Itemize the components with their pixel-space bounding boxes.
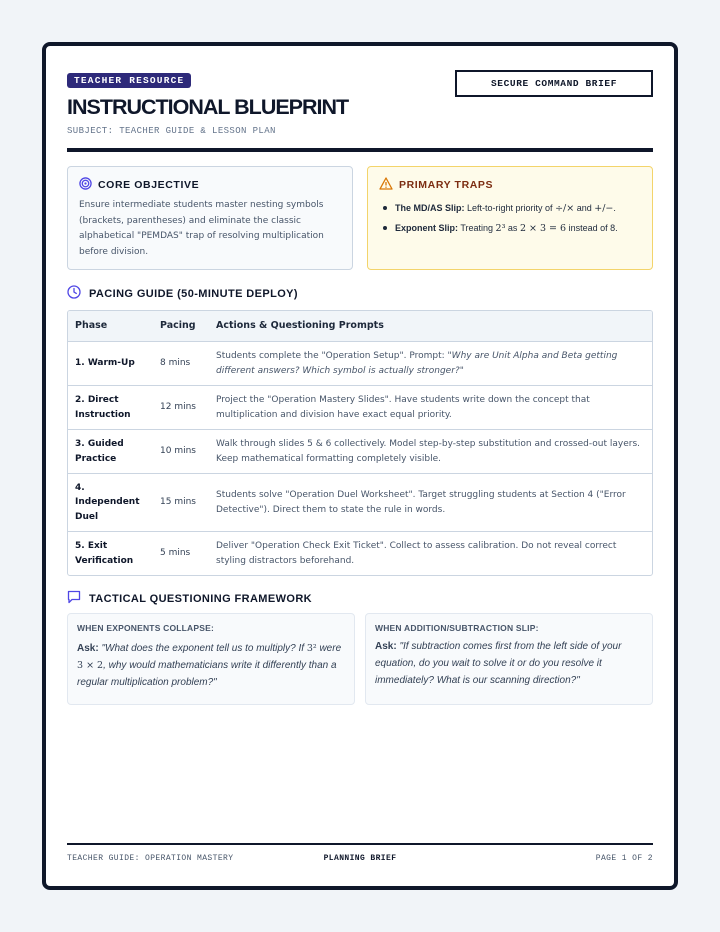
trap-item	[379, 221, 641, 236]
question-part: "What does the exponent tell us to multiply? If	[101, 643, 305, 654]
trap-text: and	[576, 203, 592, 213]
trap-label: Exponent Slip:	[395, 223, 458, 233]
addition-question-card	[365, 613, 653, 705]
trap-item	[379, 201, 641, 216]
clock-icon	[67, 285, 81, 302]
pacing-guide-title: PACING GUIDE (50-MINUTE DEPLOY)	[89, 287, 298, 300]
question-part: "If subtraction comes first from the left side of your equation, do you wait to solve it or do you resolve it immediately? What is our scanning direction?"	[375, 641, 622, 686]
header-divider	[67, 148, 653, 152]
chat-bubble-icon	[67, 590, 81, 607]
trap-math: 2³	[495, 223, 506, 234]
column-header-phase: Phase	[75, 319, 108, 331]
table-row	[68, 429, 652, 473]
footer-left-text: TEACHER GUIDE: OPERATION MASTERY	[67, 854, 234, 863]
page-title: INSTRUCTIONAL BLUEPRINT	[67, 95, 349, 119]
table-header-row	[68, 311, 652, 341]
phase-cell: 5. Exit Verification	[75, 541, 134, 566]
table-row	[68, 341, 652, 385]
document-content	[67, 70, 653, 705]
secure-command-brief-box: SECURE COMMAND BRIEF	[455, 70, 653, 97]
teacher-resource-badge: TEACHER RESOURCE	[67, 73, 191, 88]
core-objective-heading	[79, 177, 341, 193]
table-row	[68, 531, 652, 575]
question-part: were	[319, 643, 342, 654]
question-part: , why would mathematicians write it differently than a regular multiplication problem?"	[77, 660, 337, 688]
framework-title: TACTICAL QUESTIONING FRAMEWORK	[89, 592, 313, 605]
footer-center-text: PLANNING BRIEF	[323, 854, 397, 863]
document-frame	[42, 42, 678, 890]
core-objective-title: CORE OBJECTIVE	[98, 179, 200, 191]
pacing-cell: 12 mins	[160, 402, 196, 413]
pacing-cell: 8 mins	[160, 358, 191, 369]
trap-text: .	[613, 203, 616, 213]
primary-traps-heading	[379, 177, 641, 193]
actions-cell: Walk through slides 5 & 6 collectively. Model step-by-step substitution and crossed-out layers. Keep mathematical formatting completely visible.	[216, 439, 641, 464]
question-math: 3²	[306, 643, 317, 654]
pacing-cell: 15 mins	[160, 497, 196, 508]
column-header-pacing: Pacing	[160, 319, 196, 331]
actions-cell: Deliver "Operation Check Exit Ticket". Collect to assess calibration. Do not reveal correct styling distractors beforehand.	[216, 541, 617, 566]
warning-triangle-icon	[379, 177, 393, 193]
actions-cell	[209, 349, 652, 378]
trap-math: +/−	[594, 203, 614, 214]
question-card-label: WHEN ADDITION/SUBTRACTION SLIP:	[375, 623, 539, 633]
phase-cell: 2. Direct Instruction	[75, 395, 131, 420]
primary-traps-title: PRIMARY TRAPS	[399, 179, 494, 191]
pacing-cell: 5 mins	[160, 548, 191, 559]
exponent-question-card	[67, 613, 355, 705]
footer-divider	[67, 843, 653, 845]
ask-label: Ask:	[77, 643, 99, 654]
phase-cell: 1. Warm-Up	[75, 358, 135, 369]
core-objective-card	[67, 166, 353, 270]
page-number: PAGE 1 OF 2	[595, 854, 653, 863]
footer	[67, 854, 653, 863]
traps-list	[379, 201, 641, 236]
trap-text: instead of 8.	[568, 223, 618, 233]
column-header-actions: Actions & Questioning Prompts	[216, 319, 384, 331]
action-text: Students complete the "Operation Setup". Prompt:	[216, 351, 448, 362]
pacing-cell: 10 mins	[160, 446, 196, 457]
question-card-label: WHEN EXPONENTS COLLAPSE:	[77, 623, 215, 633]
phase-cell: 3. Guided Practice	[75, 439, 124, 464]
actions-cell: Project the "Operation Mastery Slides". Have students write down the concept that multiplication and division have exact equal priority.	[216, 395, 590, 420]
ask-label: Ask:	[375, 641, 397, 652]
framework-heading	[67, 590, 653, 607]
target-icon	[79, 177, 92, 193]
question-cards	[67, 613, 653, 705]
phase-cell: 4. Independent Duel	[75, 482, 140, 522]
table-row	[68, 473, 652, 531]
trap-text: Treating	[460, 223, 494, 233]
trap-text: Left-to-right priority of	[467, 203, 553, 213]
trap-label: The MD/AS Slip:	[395, 203, 465, 213]
actions-cell: Students solve "Operation Duel Worksheet". Target struggling students at Section 4 ("Error Detective"). Direct them to state the rule in words.	[216, 490, 626, 515]
question-text	[375, 638, 643, 689]
subject-line: SUBJECT: TEACHER GUIDE & LESSON PLAN	[67, 126, 276, 136]
action-prompt: "Why are Unit Alpha and Beta getting different answers? Which symbol is actually stronger?"	[216, 351, 618, 376]
trap-text: as	[507, 223, 518, 233]
primary-traps-card	[367, 166, 653, 270]
trap-math: ÷/×	[555, 203, 575, 214]
trap-math: 2 × 3 = 6	[519, 223, 567, 234]
question-math: 3 × 2	[77, 660, 104, 671]
summary-cards	[67, 166, 653, 270]
table-row	[68, 385, 652, 429]
core-objective-text: Ensure intermediate students master nesting symbols (brackets, parentheses) and eliminate the classic alphabetical "PEMDAS" trap of resolving multiplication before division.	[79, 200, 324, 257]
pacing-table	[67, 310, 653, 576]
question-text	[77, 640, 345, 691]
header	[67, 70, 653, 152]
pacing-guide-heading	[67, 285, 653, 302]
